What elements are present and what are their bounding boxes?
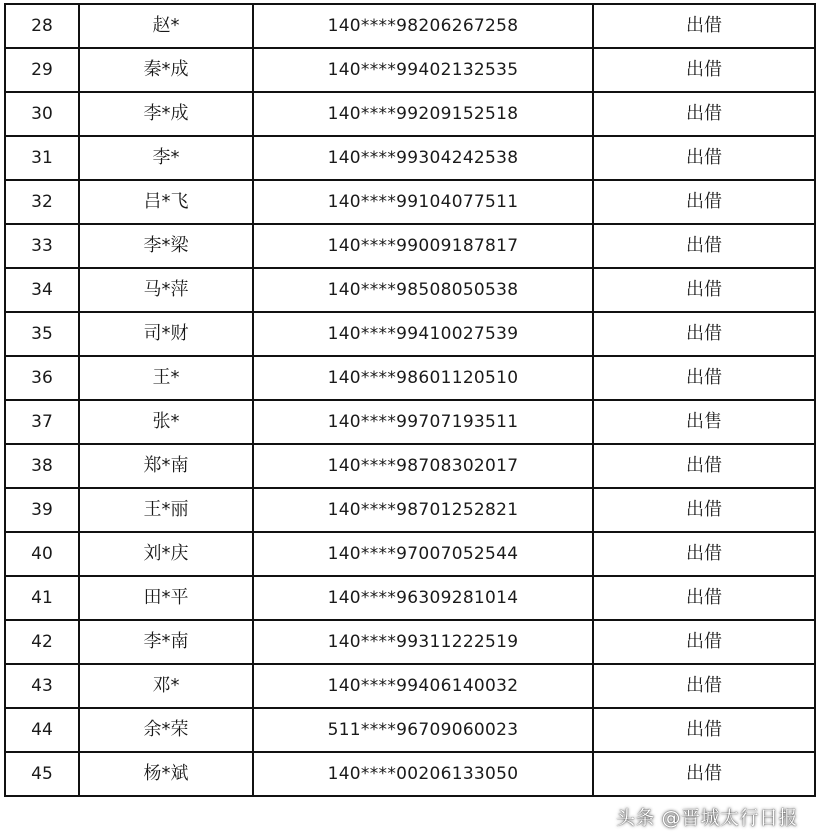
id-number: 140****99402132535: [253, 48, 593, 92]
person-name: 李*: [79, 136, 253, 180]
source-watermark: 头条 @晋城太行日报: [615, 807, 798, 829]
person-name: 余*荣: [79, 708, 253, 752]
person-name: 王*: [79, 356, 253, 400]
id-number: 511****96709060023: [253, 708, 593, 752]
person-name: 刘*庆: [79, 532, 253, 576]
id-number: 140****97007052544: [253, 532, 593, 576]
table-row: [5, 224, 815, 268]
table-row: [5, 708, 815, 752]
action-type: 出借: [593, 532, 815, 576]
person-name: 郑*南: [79, 444, 253, 488]
id-number: 140****99311222519: [253, 620, 593, 664]
table-row: [5, 312, 815, 356]
table-row: [5, 752, 815, 796]
action-type: 出借: [593, 224, 815, 268]
action-type: 出借: [593, 92, 815, 136]
action-type: 出售: [593, 400, 815, 444]
id-number: 140****99009187817: [253, 224, 593, 268]
row-number: 37: [5, 400, 79, 444]
action-type: 出借: [593, 488, 815, 532]
table-row: [5, 488, 815, 532]
row-number: 36: [5, 356, 79, 400]
row-number: 29: [5, 48, 79, 92]
record-table-body: [5, 4, 815, 796]
row-number: 31: [5, 136, 79, 180]
row-number: 40: [5, 532, 79, 576]
person-name: 吕*飞: [79, 180, 253, 224]
action-type: 出借: [593, 664, 815, 708]
action-type: 出借: [593, 136, 815, 180]
id-number: 140****99410027539: [253, 312, 593, 356]
person-name: 李*梁: [79, 224, 253, 268]
person-name: 司*财: [79, 312, 253, 356]
row-number: 45: [5, 752, 79, 796]
table-row: [5, 136, 815, 180]
person-name: 田*平: [79, 576, 253, 620]
row-number: 30: [5, 92, 79, 136]
record-table: [4, 3, 816, 797]
action-type: 出借: [593, 180, 815, 224]
id-number: 140****98508050538: [253, 268, 593, 312]
id-number: 140****99209152518: [253, 92, 593, 136]
id-number: 140****99104077511: [253, 180, 593, 224]
action-type: 出借: [593, 48, 815, 92]
table-row: [5, 48, 815, 92]
table-row: [5, 576, 815, 620]
id-number: 140****98206267258: [253, 4, 593, 48]
id-number: 140****98701252821: [253, 488, 593, 532]
table-row: [5, 400, 815, 444]
table-row: [5, 180, 815, 224]
id-number: 140****98601120510: [253, 356, 593, 400]
table-row: [5, 92, 815, 136]
row-number: 34: [5, 268, 79, 312]
person-name: 李*成: [79, 92, 253, 136]
person-name: 李*南: [79, 620, 253, 664]
action-type: 出借: [593, 4, 815, 48]
person-name: 王*丽: [79, 488, 253, 532]
row-number: 44: [5, 708, 79, 752]
person-name: 杨*斌: [79, 752, 253, 796]
action-type: 出借: [593, 620, 815, 664]
action-type: 出借: [593, 356, 815, 400]
table-row: [5, 532, 815, 576]
id-number: 140****99304242538: [253, 136, 593, 180]
action-type: 出借: [593, 708, 815, 752]
id-number: 140****99406140032: [253, 664, 593, 708]
id-number: 140****98708302017: [253, 444, 593, 488]
row-number: 42: [5, 620, 79, 664]
id-number: 140****00206133050: [253, 752, 593, 796]
id-number: 140****96309281014: [253, 576, 593, 620]
person-name: 秦*成: [79, 48, 253, 92]
row-number: 35: [5, 312, 79, 356]
table-row: [5, 620, 815, 664]
action-type: 出借: [593, 444, 815, 488]
person-name: 张*: [79, 400, 253, 444]
person-name: 赵*: [79, 4, 253, 48]
table-row: [5, 356, 815, 400]
table-row: [5, 664, 815, 708]
table-row: [5, 4, 815, 48]
table-row: [5, 444, 815, 488]
person-name: 邓*: [79, 664, 253, 708]
table-row: [5, 268, 815, 312]
row-number: 41: [5, 576, 79, 620]
action-type: 出借: [593, 752, 815, 796]
action-type: 出借: [593, 312, 815, 356]
row-number: 33: [5, 224, 79, 268]
action-type: 出借: [593, 576, 815, 620]
id-number: 140****99707193511: [253, 400, 593, 444]
row-number: 39: [5, 488, 79, 532]
row-number: 28: [5, 4, 79, 48]
row-number: 38: [5, 444, 79, 488]
person-name: 马*萍: [79, 268, 253, 312]
row-number: 43: [5, 664, 79, 708]
row-number: 32: [5, 180, 79, 224]
action-type: 出借: [593, 268, 815, 312]
